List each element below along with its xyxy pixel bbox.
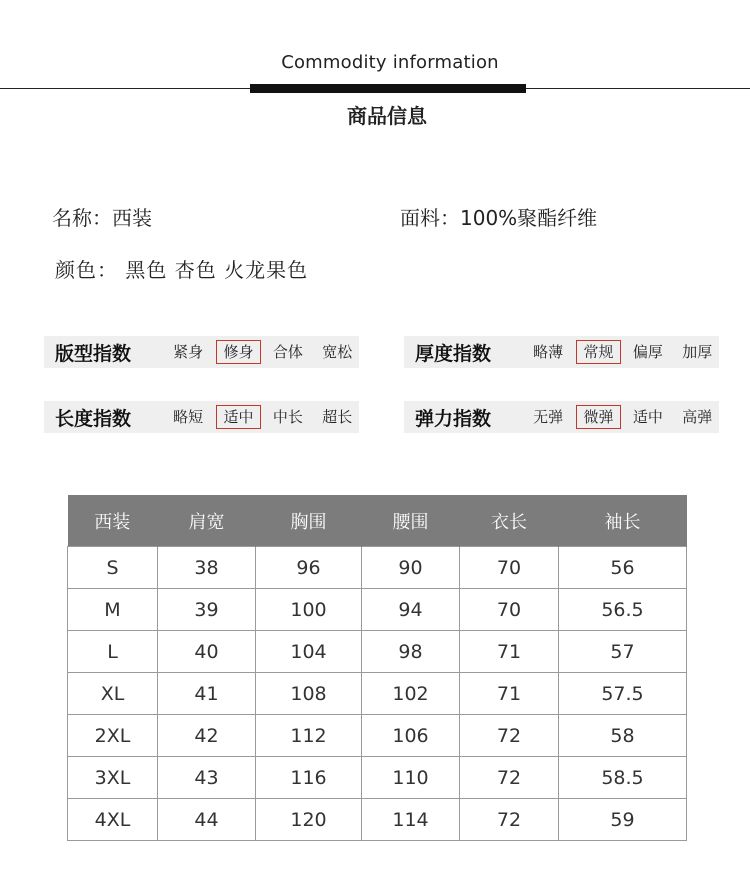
column-header: 肩宽	[158, 495, 256, 547]
table-row	[68, 799, 687, 841]
attribute-option: 略薄	[533, 343, 564, 361]
table-cell: 72	[460, 799, 559, 841]
title-divider-bar	[250, 84, 526, 93]
product-fabric: 面料：100%聚酯纤维	[400, 206, 598, 230]
table-cell: 4XL	[68, 799, 158, 841]
table-row	[68, 589, 687, 631]
attribute-option: 中长	[272, 408, 303, 426]
table-cell: 94	[362, 589, 460, 631]
attribute-option: 合体	[272, 343, 303, 361]
product-colors: 颜色： 黑色 杏色 火龙果色	[55, 258, 309, 282]
table-cell: 40	[158, 631, 256, 673]
table-cell: 38	[158, 547, 256, 589]
table-cell: 57	[559, 631, 687, 673]
column-header: 袖长	[559, 495, 687, 547]
table-cell: XL	[68, 673, 158, 715]
attribute-option: 略短	[173, 408, 204, 426]
title-divider-left	[0, 88, 250, 89]
table-cell: 72	[460, 715, 559, 757]
table-row	[68, 547, 687, 589]
table-cell: 58	[559, 715, 687, 757]
table-cell: 42	[158, 715, 256, 757]
section-title-en: Commodity information	[281, 52, 499, 73]
attribute-thickness	[404, 336, 719, 368]
attribute-label: 版型指数	[55, 342, 132, 365]
table-cell: 41	[158, 673, 256, 715]
attribute-option-selected: 常规	[576, 340, 621, 364]
table-cell: 58.5	[559, 757, 687, 799]
table-cell: L	[68, 631, 158, 673]
column-header: 胸围	[256, 495, 362, 547]
table-cell: 112	[256, 715, 362, 757]
attribute-option: 宽松	[322, 343, 353, 361]
table-cell: 108	[256, 673, 362, 715]
table-cell: 96	[256, 547, 362, 589]
table-cell: 71	[460, 631, 559, 673]
attribute-option-selected: 修身	[216, 340, 261, 364]
attribute-option-selected: 微弹	[576, 405, 621, 429]
table-cell: 100	[256, 589, 362, 631]
title-divider-right	[526, 88, 750, 89]
table-cell: 90	[362, 547, 460, 589]
table-row	[68, 631, 687, 673]
table-cell: 106	[362, 715, 460, 757]
table-cell: 98	[362, 631, 460, 673]
table-cell: 70	[460, 547, 559, 589]
attribute-length	[44, 401, 359, 433]
product-name: 名称：西装	[52, 206, 152, 230]
table-cell: S	[68, 547, 158, 589]
attribute-option: 紧身	[173, 343, 204, 361]
table-cell: 2XL	[68, 715, 158, 757]
table-cell: M	[68, 589, 158, 631]
table-row	[68, 673, 687, 715]
table-cell: 3XL	[68, 757, 158, 799]
attribute-option: 适中	[632, 408, 663, 426]
column-header: 腰围	[362, 495, 460, 547]
attribute-option: 高弹	[682, 408, 713, 426]
table-cell: 71	[460, 673, 559, 715]
table-cell: 120	[256, 799, 362, 841]
table-cell: 56	[559, 547, 687, 589]
attribute-label: 弹力指数	[415, 407, 492, 430]
table-cell: 110	[362, 757, 460, 799]
table-cell: 56.5	[559, 589, 687, 631]
attribute-option: 超长	[322, 408, 353, 426]
attribute-option: 无弹	[533, 408, 564, 426]
table-cell: 72	[460, 757, 559, 799]
attribute-option-selected: 适中	[216, 405, 261, 429]
attribute-option: 加厚	[682, 343, 713, 361]
table-cell: 57.5	[559, 673, 687, 715]
section-title-cn: 商品信息	[347, 104, 427, 128]
table-cell: 104	[256, 631, 362, 673]
attribute-label: 长度指数	[55, 407, 132, 430]
table-cell: 70	[460, 589, 559, 631]
attribute-fit	[44, 336, 359, 368]
table-cell: 114	[362, 799, 460, 841]
table-row	[68, 757, 687, 799]
table-header-row	[68, 495, 687, 547]
table-cell: 102	[362, 673, 460, 715]
size-table	[67, 495, 687, 841]
table-cell: 43	[158, 757, 256, 799]
table-cell: 59	[559, 799, 687, 841]
attribute-label: 厚度指数	[415, 342, 492, 365]
attribute-option: 偏厚	[632, 343, 663, 361]
column-header: 西装	[68, 495, 158, 547]
table-row	[68, 715, 687, 757]
attribute-elasticity	[404, 401, 719, 433]
table-cell: 116	[256, 757, 362, 799]
table-cell: 44	[158, 799, 256, 841]
table-cell: 39	[158, 589, 256, 631]
column-header: 衣长	[460, 495, 559, 547]
